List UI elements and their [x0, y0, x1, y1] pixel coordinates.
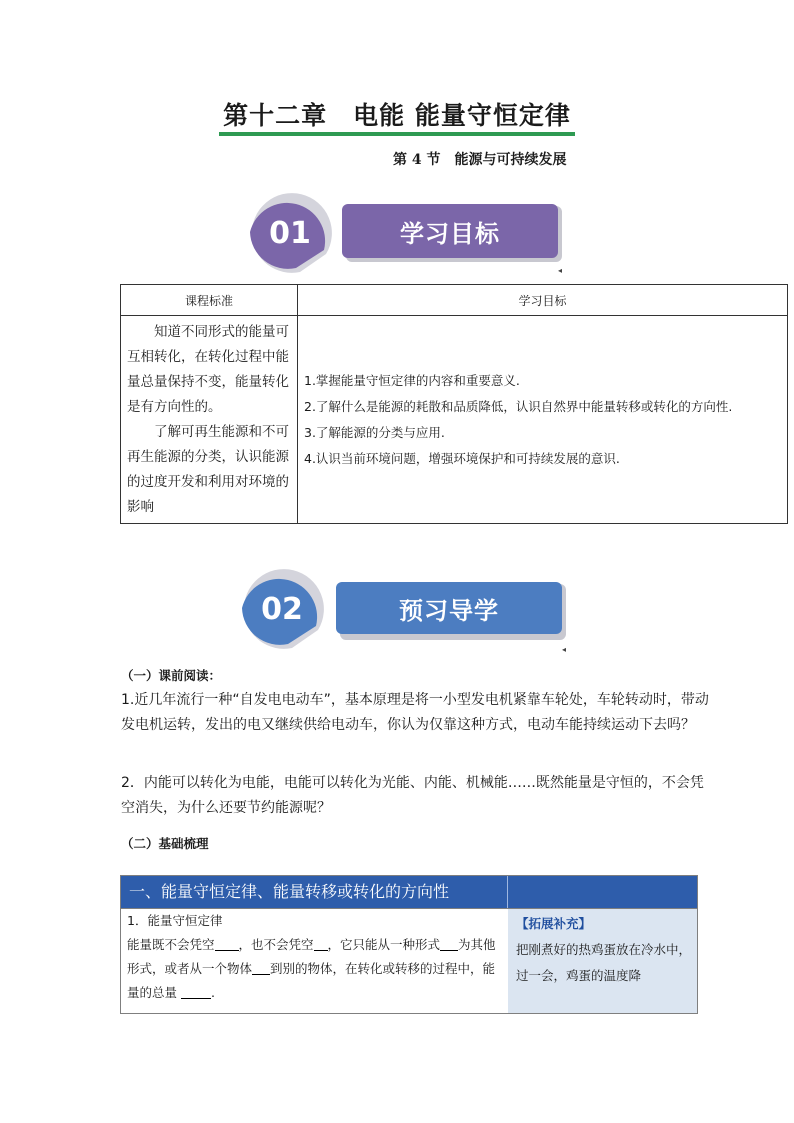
format-mark: ◂: [558, 266, 563, 275]
chapter-title: 第十二章 电能 能量守恒定律: [0, 96, 794, 132]
blank-input[interactable]: [440, 936, 458, 951]
extension-text: 把刚煮好的热鸡蛋放在冷水中，过一会，鸡蛋的温度降: [516, 942, 692, 983]
blank-input[interactable]: [252, 960, 270, 975]
goals-table: [120, 284, 788, 524]
format-mark: ◂: [562, 645, 567, 654]
knowledge-header: [121, 876, 697, 909]
goal-item: 4.认识当前环境问题，增强环境保护和可持续发展的意识.: [304, 450, 620, 466]
goal-item: 1.掌握能量守恒定律的内容和重要意义.: [304, 372, 520, 388]
knowledge-content: [127, 909, 505, 1005]
blank-input[interactable]: [314, 936, 328, 951]
knowledge-table: [120, 875, 698, 1014]
standard-paragraph: 了解可再生能源和不可再生能源的分类，认识能源的过度开发和利用对环境的影响: [127, 423, 289, 515]
question-2: 2．内能可以转化为电能，电能可以转化为光能、内能、机械能……既然能量是守恒的，不会凭空消失，为什么还要节约能源呢？: [121, 775, 704, 816]
blank-input[interactable]: [181, 984, 211, 999]
standard-paragraph: 知道不同形式的能量可互相转化，在转化过程中能量总量保持不变，能量转化是有方向性的。: [127, 323, 289, 415]
section-label: 预习导学: [399, 596, 499, 625]
table-header-goals: 学习目标: [298, 285, 788, 316]
item-title: 1．能量守恒定律: [127, 913, 223, 928]
fill-in-text: 能量既不会凭空 ，也不会凭空 ，它只能从一种形式 为其他形式，或者从一个物体 到别的物体，在转化或转移的过程中，能量的总量 .: [127, 937, 496, 1000]
extension-title: 【拓展补充】: [516, 916, 592, 931]
section-banner-goals: [246, 192, 566, 274]
standard-cell: [121, 316, 298, 524]
section-label: 学习目标: [400, 219, 500, 248]
extension-box: [508, 909, 697, 1013]
knowledge-title: 一、能量守恒定律、能量转移或转化的方向性: [129, 882, 450, 901]
table-header-standard: 课程标准: [121, 285, 298, 316]
question-1: 1.近几年流行一种“自发电电动车”，基本原理是将一小型发电机紧靠车轮处，车轮转动时，带动发电机运转，发出的电又继续供给电动车，你认为仅靠这种方式，电动车能持续运动下去吗？: [121, 692, 709, 733]
section-number: 02: [261, 592, 303, 627]
goal-item: 3.了解能源的分类与应用.: [304, 424, 445, 440]
section-number: 01: [269, 216, 311, 251]
basics-heading: （二）基础梳理: [121, 836, 209, 851]
goals-cell: [298, 316, 788, 524]
blank-input[interactable]: [215, 936, 239, 951]
reading-heading: （一）课前阅读：: [121, 668, 222, 683]
goal-item: 2.了解什么是能源的耗散和品质降低，认识自然界中能量转移或转化的方向性.: [304, 398, 733, 414]
section-banner-preview: [238, 568, 568, 650]
section-title: 第 4 节 能源与可持续发展: [393, 152, 567, 168]
header-divider: [507, 876, 508, 908]
